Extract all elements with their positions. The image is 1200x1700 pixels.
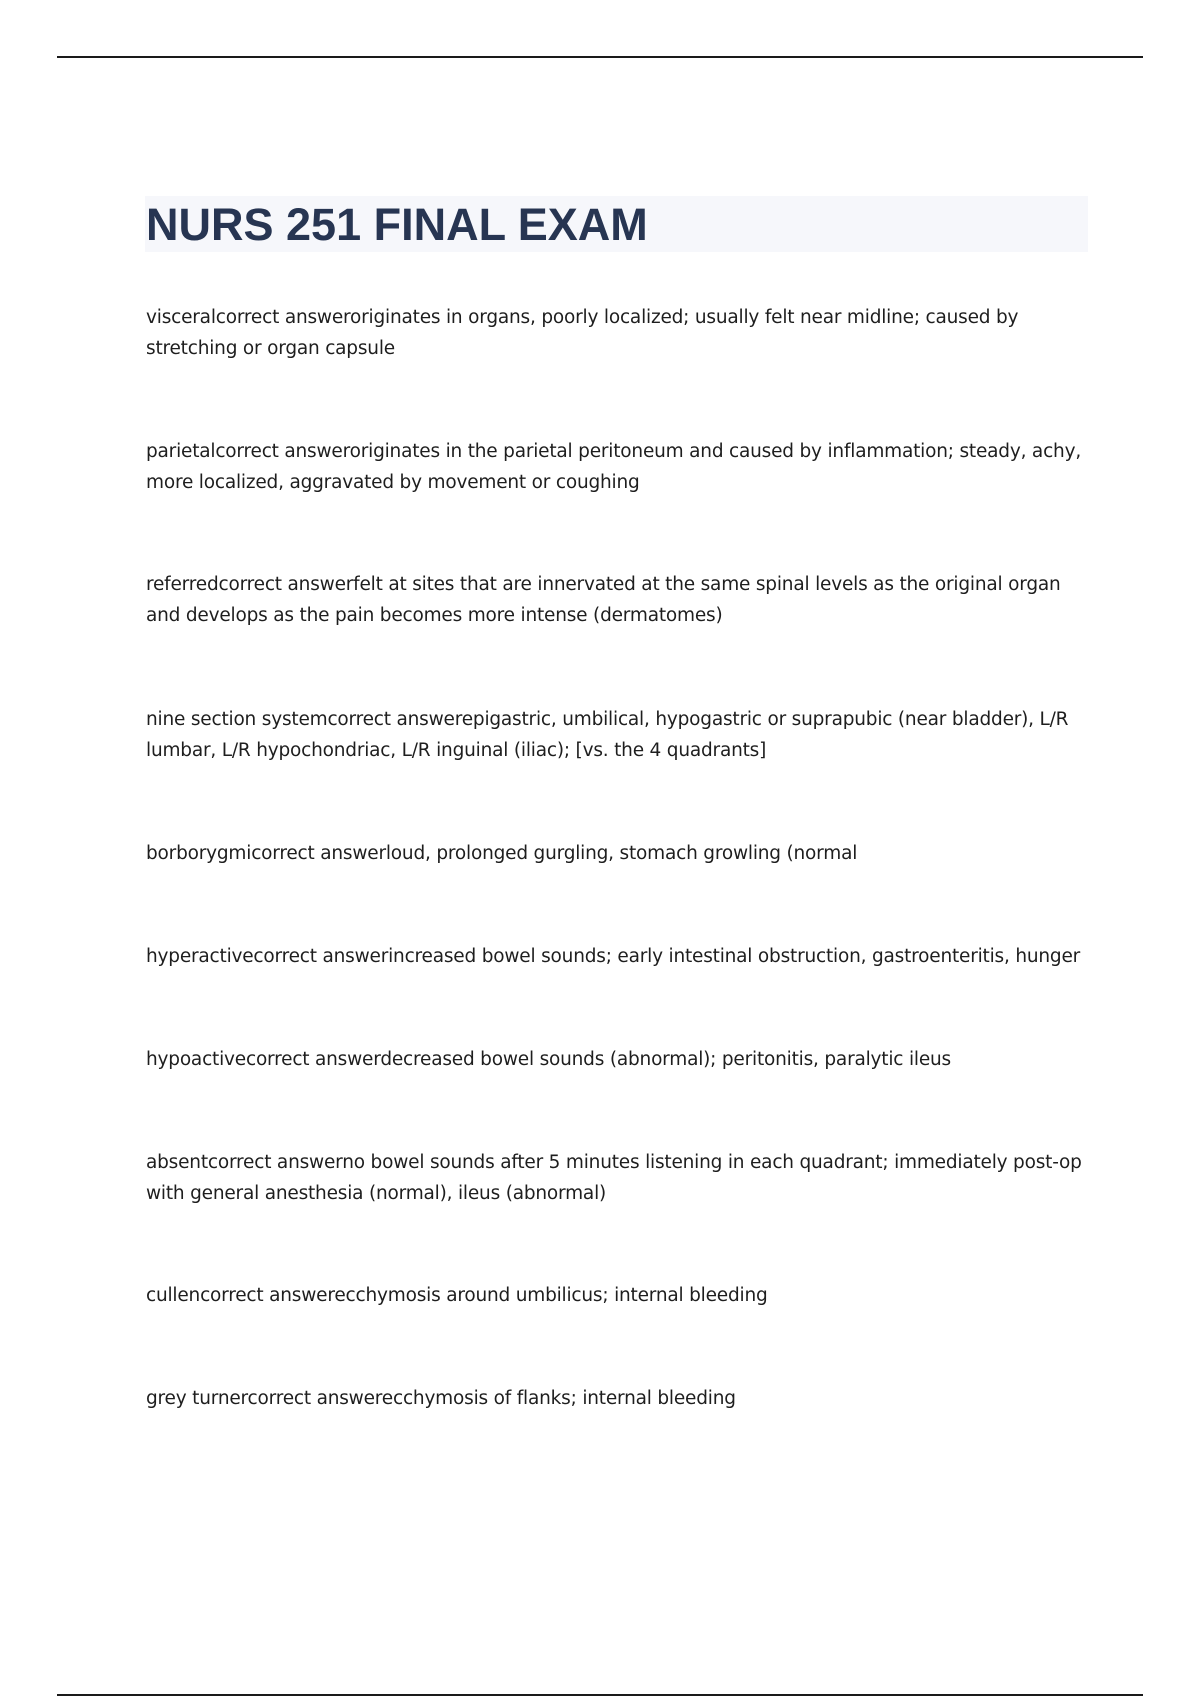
- entry-referred: referredcorrect answerfelt at sites that are innervated at the same spinal levels as the original organ and develops as the pain becomes more intense (dermatomes): [146, 574, 1061, 626]
- entry-absent: absentcorrect answerno bowel sounds after 5 minutes listening in each quadrant; immediately post-op with general anesthesia (normal), ileus (abnormal): [146, 1152, 1082, 1204]
- document-title: NURS 251 FINAL EXAM: [146, 199, 648, 250]
- entry-hypoactive: hypoactivecorrect answerdecreased bowel sounds (abnormal); peritonitis, paralytic ileus: [146, 1049, 951, 1070]
- entry-hyperactive: hyperactivecorrect answerincreased bowel sounds; early intestinal obstruction, gastroenteritis, hunger: [146, 946, 1081, 967]
- entry-grey-turner: grey turnercorrect answerecchymosis of flanks; internal bleeding: [146, 1388, 736, 1409]
- entry-cullen: cullencorrect answerecchymosis around umbilicus; internal bleeding: [146, 1285, 768, 1306]
- entry-visceral: visceralcorrect answeroriginates in organs, poorly localized; usually felt near midline; caused by stretching or organ capsule: [146, 307, 1019, 359]
- entry-nine-section-system: nine section systemcorrect answerepigastric, umbilical, hypogastric or suprapubic (near bladder), L/R lumbar, L/R hypochondriac, L/R inguinal (iliac); [vs. the 4 quadrants]: [146, 709, 1069, 761]
- top-rule: [57, 56, 1143, 58]
- entry-parietal: parietalcorrect answeroriginates in the parietal peritoneum and caused by inflammation; steady, achy, more localized, aggravated by movement or coughing: [146, 441, 1081, 493]
- entry-borborygmi: borborygmicorrect answerloud, prolonged gurgling, stomach growling (normal: [146, 843, 858, 864]
- bottom-rule: [57, 1694, 1143, 1696]
